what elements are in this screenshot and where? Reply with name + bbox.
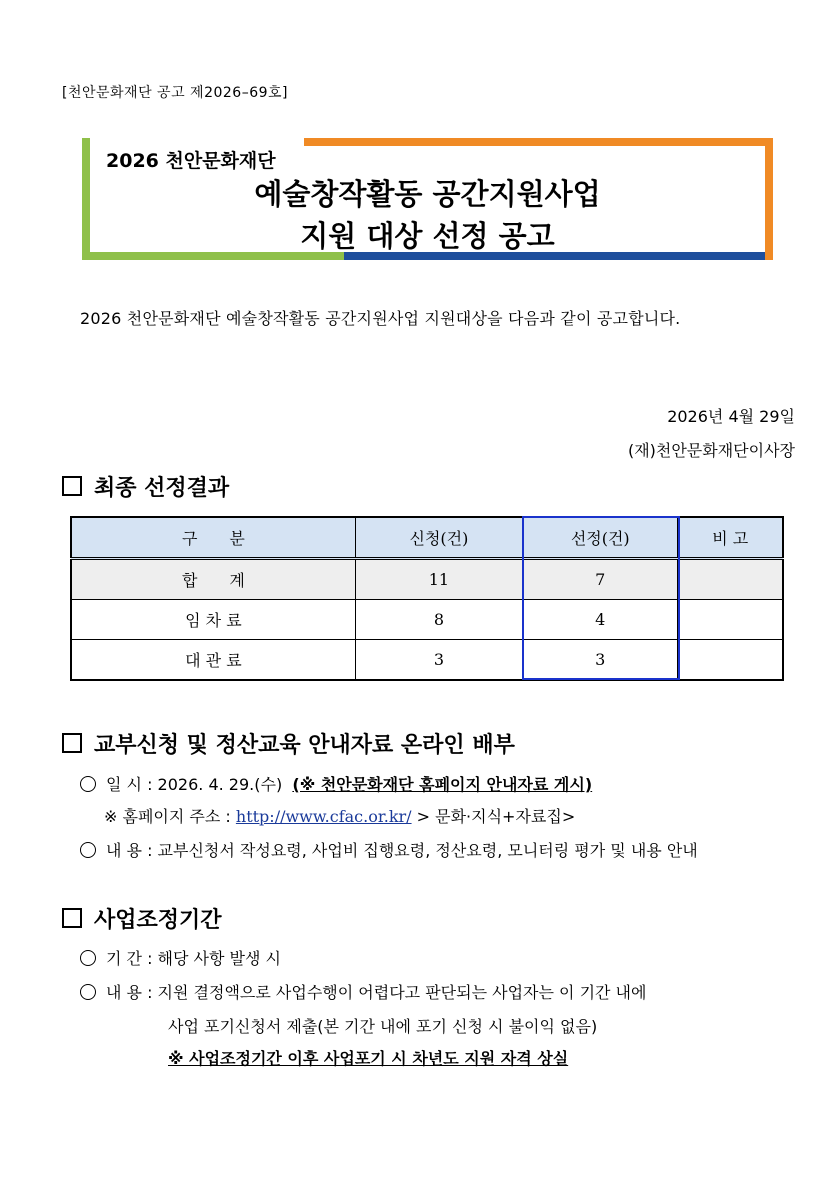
table-header-cell: 신청(건) [355, 517, 522, 559]
table-cell: 대 관 료 [71, 640, 355, 681]
table-cell [678, 559, 783, 600]
period-line [80, 946, 281, 969]
table-cell: 3 [355, 640, 522, 681]
notice-date: 2026년 4월 29일 [667, 407, 795, 426]
adjust-content-line-2: 사업 포기신청서 제출(본 기간 내에 포기 신청 시 불이익 없음) [168, 1017, 598, 1036]
title-line-2: 지원 대상 선정 공고 [300, 219, 555, 253]
table-cell: 임 차 료 [71, 600, 355, 640]
table-cell: 3 [523, 640, 678, 681]
notice-number: [천안문화재단 공고 제2026–69호] [62, 85, 289, 101]
checkbox-square-icon [62, 908, 82, 928]
schedule-text: 일 시 : 2026. 4. 29.(수) [106, 775, 283, 794]
table-header-cell: 구 분 [71, 517, 355, 559]
homepage-link[interactable]: http://www.cfac.or.kr/ [235, 807, 412, 826]
intro-text: 2026 천안문화재단 예술창작활동 공간지원사업 지원대상을 다음과 같이 공고합니다. [80, 309, 681, 328]
section-2-title: 교부신청 및 정산교육 안내자료 온라인 배부 [94, 733, 515, 758]
table-header-cell: 비 고 [678, 517, 783, 559]
schedule-note: (※ 천안문화재단 홈페이지 안내자료 게시) [292, 775, 593, 794]
homepage-line [104, 804, 575, 827]
section-2-heading [62, 728, 515, 759]
table-cell: 8 [355, 600, 522, 640]
circle-bullet-icon [80, 984, 96, 1000]
issuer: (재)천안문화재단이사장 [627, 441, 795, 460]
table-cell [678, 640, 783, 681]
selected-column-highlight [522, 516, 680, 680]
section-1-title: 최종 선정결과 [94, 476, 230, 501]
period-text: 기 간 : 해당 사항 발생 시 [106, 949, 282, 968]
section-3-heading [62, 903, 222, 934]
homepage-prefix: ※ 홈페이지 주소 : [104, 807, 236, 826]
warning-text: ※ 사업조정기간 이후 사업포기 시 차년도 지원 자격 상실 [168, 1049, 569, 1068]
circle-bullet-icon [80, 950, 96, 966]
table-cell [678, 600, 783, 640]
title-box [82, 138, 773, 260]
section-3-title: 사업조정기간 [94, 908, 222, 933]
table-cell: 합 계 [71, 559, 355, 600]
title-org: 2026 천안문화재단 [106, 150, 276, 172]
adjust-content-line [80, 980, 646, 1003]
table-cell: 4 [523, 600, 678, 640]
checkbox-square-icon [62, 476, 82, 496]
checkbox-square-icon [62, 733, 82, 753]
adjust-content-text: 내 용 : 지원 결정액으로 사업수행이 어렵다고 판단되는 사업자는 이 기간 내에 [106, 983, 647, 1002]
table-cell: 7 [523, 559, 678, 600]
section-1-heading [62, 471, 229, 502]
title-line-1: 예술창작활동 공간지원사업 [254, 177, 601, 211]
title-box-top-bar [304, 138, 773, 146]
table-cell: 11 [355, 559, 522, 600]
circle-bullet-icon [80, 776, 96, 792]
schedule-line [80, 772, 592, 795]
content-text: 내 용 : 교부신청서 작성요령, 사업비 집행요령, 정산요령, 모니터링 평가 및 내용 안내 [106, 841, 698, 860]
content-line [80, 838, 698, 861]
homepage-suffix: > 문화·지식+자료집> [411, 807, 576, 826]
table-header-cell: 선정(건) [523, 517, 678, 559]
circle-bullet-icon [80, 842, 96, 858]
